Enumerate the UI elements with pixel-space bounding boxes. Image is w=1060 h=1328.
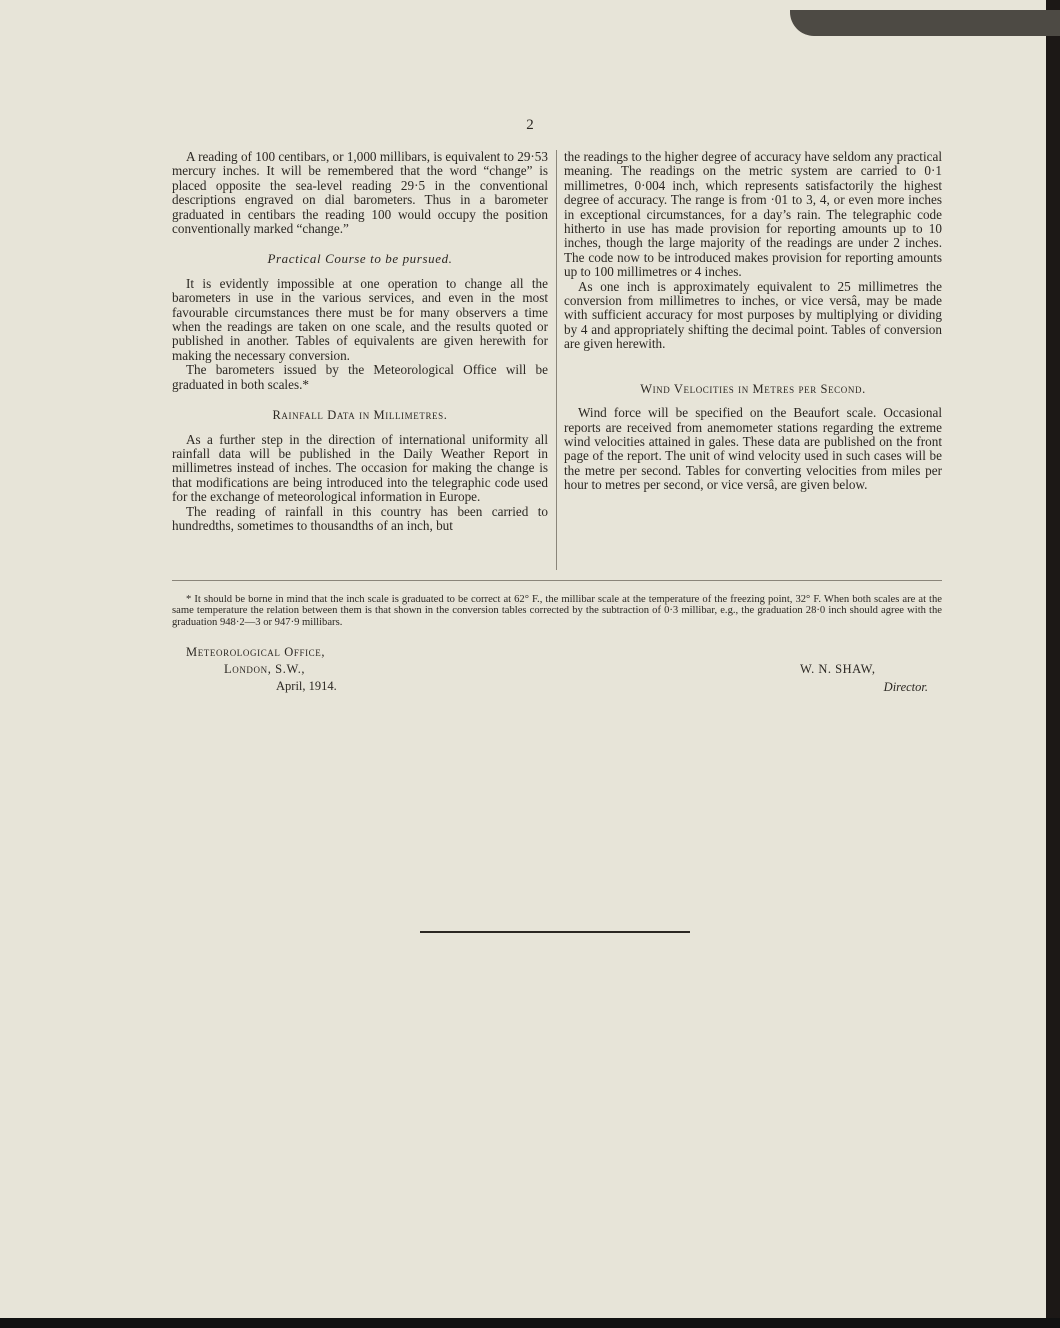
rainfall-paragraph-1: As a further step in the direction of international uniformity all rainfall data will be published in the Daily Weather Report in millimetres instead of inches. The occasion for making the change is that modifications are being introduced into the telegraphic code used for the exchange of meteorological information in Europe. — [172, 431, 548, 505]
practical-paragraph-2: The barometers issued by the Meteorological Office will be graduated in both scales.* — [172, 362, 548, 392]
conversion-paragraph: As one inch is approximately equivalent to 25 millimetres the conversion from millimetres to inches, or vice versâ, may be made with sufficient accuracy for most purposes by multiplying or dividing by 4 and appropriately shifting the decimal point. Tables of conversion are given herewith. — [564, 278, 942, 352]
binding-edge — [1046, 0, 1060, 1328]
bottom-edge — [0, 1318, 1060, 1328]
column-divider — [556, 150, 557, 570]
document-date: April, 1914. — [276, 679, 337, 693]
heading-rainfall: Rainfall Data in Millimetres. — [272, 408, 448, 423]
heading-wind: Wind Velocities in Metres per Second. — [640, 381, 866, 396]
signatory-name: W. N. SHAW, — [800, 662, 876, 676]
footnote-text: * It should be borne in mind that the inch scale is graduated to be correct at 62° F., the millibar scale at the temperature of the freezing point, 32° F. When both scales are at the same temperature the relation between them is that shown in the conversion tables corrected by the subtraction of 0·3 millibar, e.g., the graduation 28·0 inch should agree with the graduation 948·2—3 or 947·9 millibars. — [172, 594, 942, 628]
office-address — [186, 644, 337, 695]
folder-tab — [790, 10, 1060, 36]
signature — [800, 660, 928, 696]
footnote — [172, 594, 942, 628]
wind-paragraph: Wind force will be specified on the Beaufort scale. Occasional reports are received from anemometer stations regarding the extreme wind velocities attained in gales. These data are published on the front page of the report. The unit of wind velocity used in such cases will be the metre per second. Tables for converting velocities from miles per hour to metres per second, or vice versâ, are given below. — [564, 405, 942, 493]
signatory-title: Director. — [883, 680, 928, 694]
end-rule — [420, 931, 690, 933]
page-number: 2 — [526, 117, 534, 133]
continuation-paragraph: the readings to the higher degree of accuracy have seldom any practical meaning. The readings on the metric system are carried to 0·1 millimetres, 0·004 inch, which represents satisfactorily the highest degree of accuracy. The range is from ·01 to 3, 4, or even more inches in exceptional circumstances, for a day’s rain. The telegraphic code hitherto in use has made provision for reporting amounts up to 10 inches, though the large majority of the readings are under 2 inches. The code now to be introduced makes provision for reporting amounts up to 100 millimetres or 4 inches. — [564, 149, 942, 280]
footnote-divider — [172, 580, 942, 581]
practical-paragraph-1: It is evidently impossible at one operation to change all the barometers in use in the various services, and even in the most favourable circumstances there must be for many observers a time when the readings are taken on one scale, and the results quoted or published in another. Tables of equivalents are given herewith for making the necessary conversion. — [172, 275, 548, 363]
right-column — [564, 150, 942, 493]
rainfall-paragraph-2: The reading of rainfall in this country has been carried to hundredths, sometimes to thousandths of an inch, but — [172, 503, 548, 533]
office-name: Meteorological Office, — [186, 645, 326, 659]
left-column — [172, 150, 548, 533]
heading-practical-course: Practical Course to be pursued. — [267, 251, 453, 267]
intro-paragraph: A reading of 100 centibars, or 1,000 millibars, is equivalent to 29·53 mercury inches. It will be remembered that the word “change” is placed opposite the sea-level reading 29·5 in the conventional descriptions engraved on dial barometers. Thus in a barometer graduated in centibars the reading 100 would occupy the position conventionally marked “change.” — [172, 149, 548, 237]
office-city: London, S.W., — [224, 662, 306, 676]
